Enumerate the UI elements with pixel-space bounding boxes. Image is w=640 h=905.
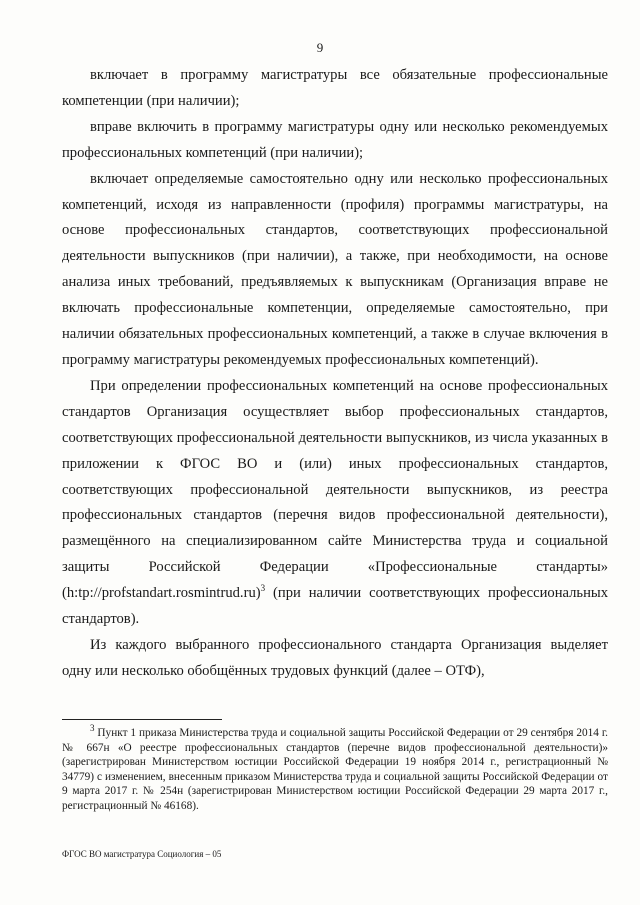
paragraph-mandatory-competencies: включает в программу магистратуры все обязательные профессиональные компетенции (при наличии);	[62, 67, 608, 109]
footnote-reference[interactable]: 3	[260, 583, 266, 594]
footnote-marker: 3	[90, 723, 95, 734]
paragraph-recommended-competencies: вправе включить в программу магистратуры одну или несколько рекомендуемых профессиональных компетенций (при наличии);	[62, 118, 608, 161]
page-number: 9	[316, 40, 324, 55]
footnote	[62, 723, 608, 814]
paragraph-professional-standards	[62, 374, 608, 633]
paragraph-generalized-functions: Из каждого выбранного профессионального стандарта Организация выделяет одну или несколько обобщённых трудовых функций (далее – ОТФ),	[62, 636, 608, 679]
paragraph-self-defined-competencies: включает определяемые самостоятельно одну или несколько профессиональных компетенций, исходя из направленности (профиля) программы магистратуры, на основе профессиональных стандартов, соответствующих профессиональной деятельности выпускников (при наличии), а также, при необходимости, на основе анализа иных требований, предъявляемых к выпускникам (Организация вправе не включать профессиональные компетенции, определяемые самостоятельно, при наличии обязательных профессиональных компетенций, а также в случае включения в программу магистратуры рекомендуемых профессиональных компетенций).	[62, 170, 608, 368]
document-footer-label: ФГОС ВО магистратура Социология – 05	[62, 849, 222, 859]
body-text	[62, 63, 608, 685]
footnote-text: Пункт 1 приказа Министерства труда и социальной защиты Российской Федерации от 29 сентября 2014 г. № 667н «О реестре профессиональных стандартов (перечне видов профессиональной деятельности)» (зарегистрирован Министерством юстиции Российской Федерации 19 ноября 2014 г., регистрационный № 34779) с изменением, внесенным приказом Министерства труда и социальной защиты Российской Федерации от 9 марта 2017 г. № 254н (зарегистрирован Министерством юстиции Российской Федерации 29 марта 2017 г., регистрационный № 46168).	[62, 727, 608, 812]
paragraph-professional-standards-text: При определении профессиональных компетенций на основе профессиональных стандартов Организация осуществляет выбор профессиональных стандартов, соответствующих профессиональной деятельности выпускников, из числа указанных в приложении к ФГОС ВО и (или) иных профессиональных стандартов, соответствующих профессиональной деятельности выпускников, из реестра профессиональных стандартов (перечня видов профессиональной деятельности), размещённого на специализированном сайте Министерства труда и социальной защиты Российской Федерации «Профессиональные стандарты» (h:tp://profstandart.rosmintrud.ru)	[62, 377, 608, 602]
paragraph-professional-standards-tail: (при наличии соответствующих профессиональных стандартов).	[62, 585, 608, 628]
footnote-divider	[62, 719, 222, 720]
